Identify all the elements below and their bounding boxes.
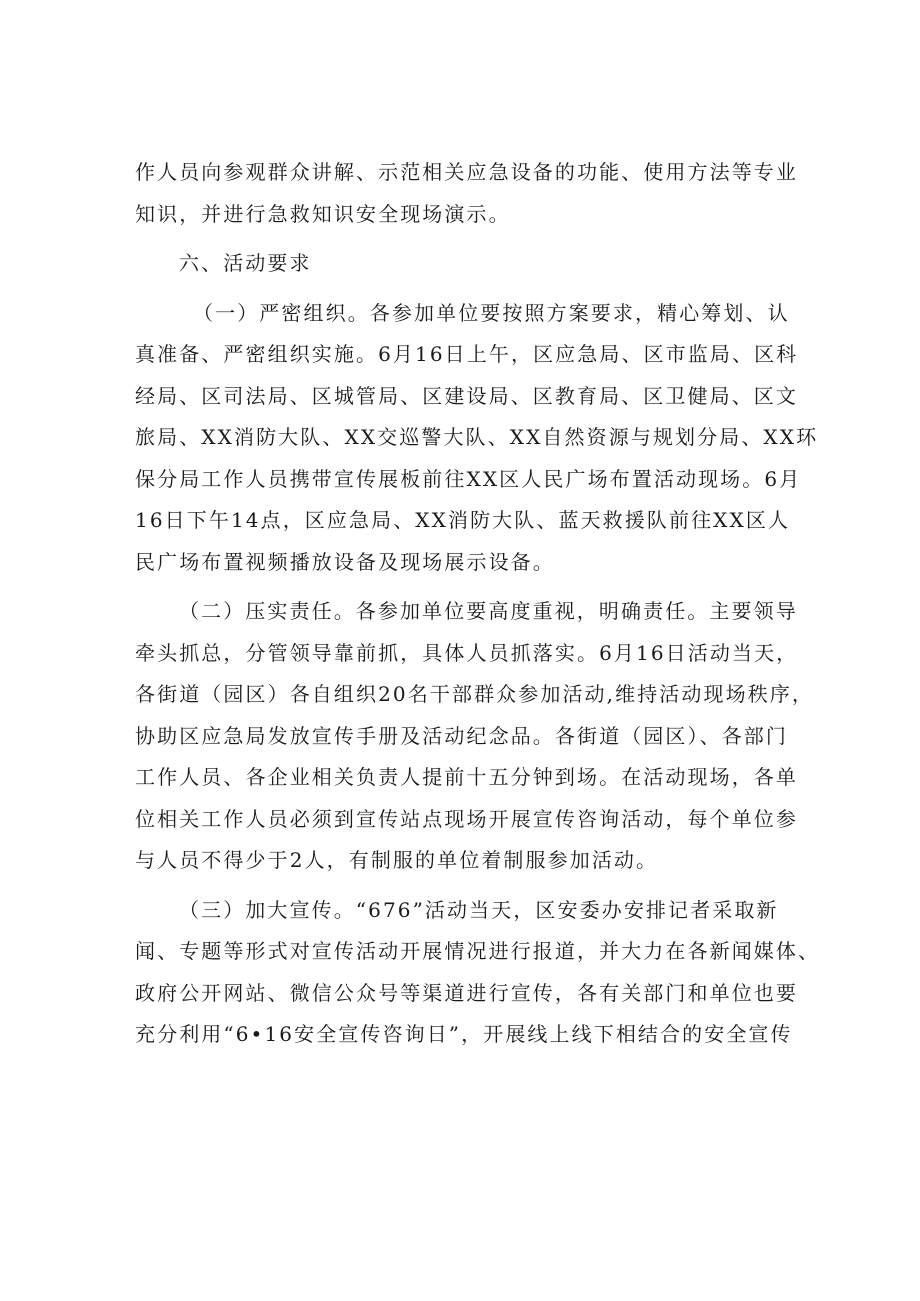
paragraph-responsibility — [135, 591, 815, 882]
text-line: 经局、区司法局、区城管局、区建设局、区教育局、区卫健局、区文 — [135, 383, 798, 408]
text-line: 保分局工作人员携带宣传展板前往XX区人民广场布置活动现场。6月 — [135, 466, 802, 491]
text-line: 旅局、XX消防大队、XX交巡警大队、XX自然资源与规划分局、XX环 — [135, 425, 819, 449]
text-line: 牵头抓总，分管领导靠前抓，具体人员抓落实。6月16日活动当天， — [135, 640, 799, 665]
text-line: 民广场布置视频播放设备及现场展示设备。 — [135, 549, 555, 574]
paragraph-publicity — [135, 890, 821, 1056]
text-line: 政府公开网站、微信公众号等渠道进行宣传，各有关部门和单位也要 — [135, 980, 798, 1005]
text-line: 协助区应急局发放宣传手册及活动纪念品。各街道（园区）、各部门 — [135, 723, 788, 748]
text-line: （二）压实责任。各参加单位要高度重视，明确责任。主要领导 — [179, 599, 798, 623]
paragraph-strict-organization — [135, 293, 819, 584]
paragraph-continuation — [135, 152, 798, 235]
text-line: 作人员向参观群众讲解、示范相关应急设备的功能、使用方法等专业 — [135, 160, 798, 184]
text-line: 工作人员、各企业相关负责人提前十五分钟到场。在活动现场，各单 — [135, 765, 798, 789]
text-line: 真准备、严密组织实施。6月16日上午，区应急局、区市监局、区科 — [135, 342, 799, 366]
text-line: 充分利用“6•16安全宣传咨询日”，开展线上线下相结合的安全宣传 — [135, 1022, 793, 1046]
text-line: 各街道（园区）各自组织20名干部群众参加活动,维持活动现场秩序， — [135, 682, 815, 706]
section-heading-activity-requirements — [135, 243, 790, 285]
text-line: 知识，并进行急救知识安全现场演示。 — [135, 201, 511, 226]
text-line: （一）严密组织。各参加单位要按照方案要求，精心筹划、认 — [193, 300, 790, 325]
text-line: 与人员不得少于2人，有制服的单位着制服参加活动。 — [135, 848, 659, 872]
text-line: 闻、专题等形式对宣传活动开展情况进行报道，并大力在各新闻媒体、 — [135, 939, 821, 963]
document-body — [135, 152, 821, 1056]
text-line: 位相关工作人员必须到宣传站点现场开展宣传咨询活动，每个单位参 — [135, 806, 798, 831]
text-line: 16日下午14点，区应急局、XX消防大队、蓝天救援队前往XX区人 — [135, 508, 791, 532]
text-line: （三）加大宣传。“676”活动当天，区安委办安排记者采取新 — [179, 897, 779, 922]
section-heading-text: 六、活动要求 — [179, 251, 312, 275]
